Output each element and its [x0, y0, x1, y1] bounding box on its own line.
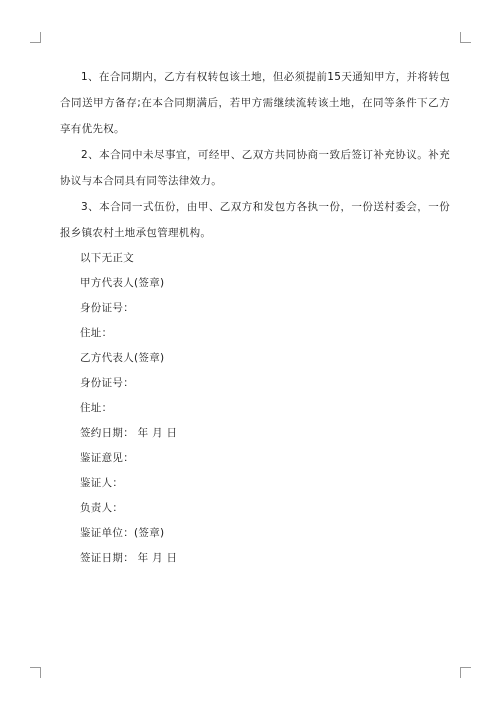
party-a-id-number-field: 身份证号：: [80, 302, 134, 314]
party-a-address-field: 住址：: [80, 327, 113, 339]
clause-2: 2、本合同中未尽事宜，可经甲、乙双方共同协商一致后签订补充协议。补充协议与本合同具有同等法律效力。: [60, 149, 450, 187]
crop-mark-bottom-right: [460, 667, 471, 678]
signing-date-field: 签约日期： 年 月 日: [80, 427, 178, 439]
document-body: [60, 64, 450, 571]
crop-mark-top-right: [460, 32, 471, 43]
authentication-unit-field: 鉴证单位：(签章): [80, 527, 165, 539]
person-in-charge-field: 负责人：: [80, 502, 124, 514]
crop-mark-bottom-left: [30, 667, 41, 678]
authentication-opinion-field: 鉴证意见：: [80, 452, 134, 464]
authentication-date-field: 签证日期： 年 月 日: [80, 552, 178, 564]
authenticator-field: 鉴证人：: [80, 477, 124, 489]
party-b-id-number-field: 身份证号：: [80, 377, 134, 389]
end-of-text-note: 以下无正文: [80, 252, 134, 264]
party-b-address-field: 住址：: [80, 402, 113, 414]
clause-3: 3、本合同一式伍份，由甲、乙双方和发包方各执一份，一份送村委会，一份报乡镇农村土地承包管理机构。: [60, 201, 450, 239]
party-b-representative-field: 乙方代表人(签章): [80, 352, 165, 364]
party-a-representative-field: 甲方代表人(签章): [80, 277, 165, 289]
crop-mark-top-left: [30, 32, 41, 43]
clause-1: 1、在合同期内，乙方有权转包该土地，但必须提前15天通知甲方，并将转包合同送甲方备存;在本合同期满后，若甲方需继续流转该土地，在同等条件下乙方享有优先权。: [60, 71, 450, 135]
